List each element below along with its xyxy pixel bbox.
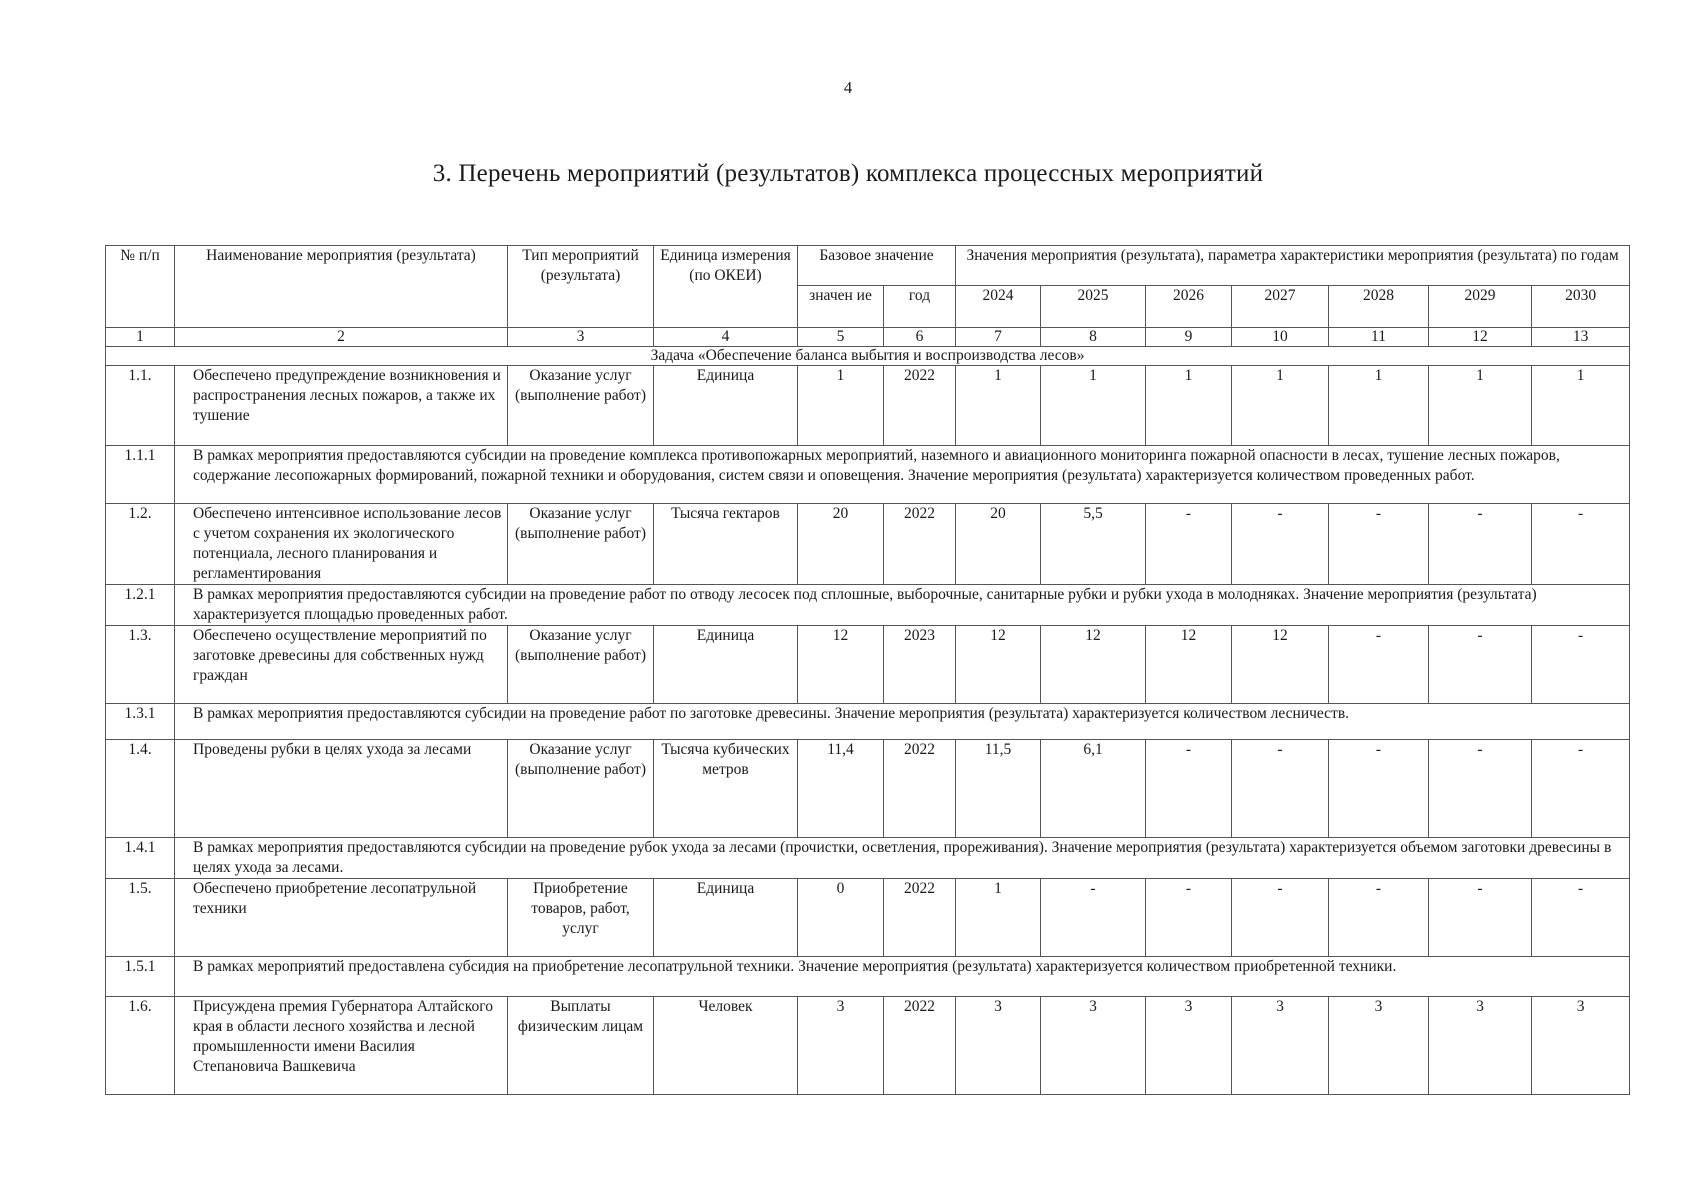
year-value: 1 (1329, 366, 1429, 446)
measure-num: 1.1. (106, 366, 175, 446)
header-year: 2030 (1532, 286, 1630, 328)
header-num: № п/п (106, 246, 175, 328)
year-value: - (1146, 740, 1232, 838)
description-text: В рамках мероприятия предоставляются субсидии на проведение комплекса противопожарных мероприятий, наземного и авиационного мониторинга пожарной опасности в лесах, тушение лесных пожаров, содержание лесопожарных формирований, пожарной техники и оборудования, систем связи и оповещения. Значение мероприятия (результата) характеризуется количеством проведенных работ. (175, 446, 1630, 504)
measure-name: Обеспечено предупреждение возникновения и распространения лесных пожаров, а также их тушение (175, 366, 508, 446)
column-number: 2 (175, 328, 508, 347)
year-value: 3 (956, 997, 1041, 1095)
measure-type: Оказание услуг (выполнение работ) (508, 366, 654, 446)
measure-type: Выплаты физическим лицам (508, 997, 654, 1095)
measure-name: Проведены рубки в целях ухода за лесами (175, 740, 508, 838)
measure-unit: Единица (654, 626, 798, 704)
year-value: 3 (1232, 997, 1329, 1095)
measure-type: Оказание услуг (выполнение работ) (508, 504, 654, 585)
year-value: 12 (1041, 626, 1146, 704)
year-value: - (1532, 504, 1630, 585)
measure-unit: Человек (654, 997, 798, 1095)
year-value: - (1232, 879, 1329, 957)
year-value: 1 (1041, 366, 1146, 446)
measure-num: 1.5. (106, 879, 175, 957)
page-title: 3. Перечень мероприятий (результатов) комплекса процессных мероприятий (432, 160, 1264, 187)
base-year: 2022 (884, 740, 956, 838)
page-number: 4 (843, 78, 853, 97)
measure-row (106, 740, 1630, 838)
column-number: 11 (1329, 328, 1429, 347)
year-value: - (1329, 879, 1429, 957)
description-row (106, 957, 1630, 997)
year-value: 3 (1329, 997, 1429, 1095)
base-value: 12 (798, 626, 884, 704)
year-value: - (1429, 504, 1532, 585)
header-base-year: год (884, 286, 956, 328)
header-type: Тип мероприятий (результата) (508, 246, 654, 328)
year-value: 6,1 (1041, 740, 1146, 838)
base-value: 0 (798, 879, 884, 957)
description-text: В рамках мероприятия предоставляются субсидии на проведение рубок ухода за лесами (прочистки, осветления, прореживания). Значение мероприятия (результата) характеризуется объемом заготовки древесины в целях ухода за лесами. (175, 838, 1630, 879)
column-number: 4 (654, 328, 798, 347)
column-number: 12 (1429, 328, 1532, 347)
base-value: 3 (798, 997, 884, 1095)
year-value: 3 (1429, 997, 1532, 1095)
measure-num: 1.3. (106, 626, 175, 704)
base-year: 2023 (884, 626, 956, 704)
column-number: 9 (1146, 328, 1232, 347)
measure-row (106, 626, 1630, 704)
year-value: - (1329, 626, 1429, 704)
measure-name: Обеспечено приобретение лесопатрульной техники (175, 879, 508, 957)
year-value: - (1146, 879, 1232, 957)
header-year: 2026 (1146, 286, 1232, 328)
year-value: - (1532, 626, 1630, 704)
measure-num: 1.4. (106, 740, 175, 838)
year-value: - (1532, 740, 1630, 838)
description-text: В рамках мероприятия предоставляются субсидии на проведение работ по заготовке древесины. Значение мероприятия (результата) характеризуется количеством лесничеств. (175, 704, 1630, 740)
base-year: 2022 (884, 504, 956, 585)
header-base-value: значен ие (798, 286, 884, 328)
column-number: 13 (1532, 328, 1630, 347)
column-number: 7 (956, 328, 1041, 347)
year-value: 12 (1232, 626, 1329, 704)
column-number: 10 (1232, 328, 1329, 347)
measure-type: Приобретение товаров, работ, услуг (508, 879, 654, 957)
year-value: - (1429, 879, 1532, 957)
description-text: В рамках мероприятий предоставлена субсидия на приобретение лесопатрульной техники. Значение мероприятия (результата) характеризуется количеством приобретенной техники. (175, 957, 1630, 997)
description-text: В рамках мероприятия предоставляются субсидии на проведение работ по отводу лесосек под сплошные, выборочные, санитарные рубки и рубки ухода в молодняках. Значение мероприятия (результата) характеризуется площадью проведенных работ. (175, 585, 1630, 626)
year-value: 1 (1532, 366, 1630, 446)
base-value: 20 (798, 504, 884, 585)
year-value: 1 (1429, 366, 1532, 446)
year-value: - (1429, 626, 1532, 704)
description-num: 1.5.1 (106, 957, 175, 997)
header-unit: Единица измерения (по ОКЕИ) (654, 246, 798, 328)
measure-row (106, 366, 1630, 446)
year-value: - (1329, 504, 1429, 585)
year-value: 3 (1532, 997, 1630, 1095)
measure-name: Присуждена премия Губернатора Алтайского края в области лесного хозяйства и лесной промышленности имени Василия Степановича Вашкевича (175, 997, 508, 1095)
task-heading: Задача «Обеспечение баланса выбытия и воспроизводства лесов» (106, 347, 1630, 366)
year-value: 12 (1146, 626, 1232, 704)
description-row (106, 704, 1630, 740)
description-row (106, 838, 1630, 879)
measure-type: Оказание услуг (выполнение работ) (508, 626, 654, 704)
description-num: 1.1.1 (106, 446, 175, 504)
measure-unit: Тысяча гектаров (654, 504, 798, 585)
measure-type: Оказание услуг (выполнение работ) (508, 740, 654, 838)
measure-unit: Тысяча кубических метров (654, 740, 798, 838)
base-value: 1 (798, 366, 884, 446)
header-name: Наименование мероприятия (результата) (175, 246, 508, 328)
year-value: 1 (1232, 366, 1329, 446)
measure-num: 1.6. (106, 997, 175, 1095)
year-value: - (1146, 504, 1232, 585)
base-year: 2022 (884, 366, 956, 446)
task-row (106, 347, 1630, 366)
description-num: 1.4.1 (106, 838, 175, 879)
measure-row (106, 879, 1630, 957)
description-num: 1.3.1 (106, 704, 175, 740)
column-number: 1 (106, 328, 175, 347)
measure-row (106, 504, 1630, 585)
column-number: 6 (884, 328, 956, 347)
year-value: 1 (956, 366, 1041, 446)
year-value: 1 (1146, 366, 1232, 446)
year-value: - (1041, 879, 1146, 957)
base-year: 2022 (884, 879, 956, 957)
column-number: 5 (798, 328, 884, 347)
measure-row (106, 997, 1630, 1095)
measure-name: Обеспечено осуществление мероприятий по заготовке древесины для собственных нужд граждан (175, 626, 508, 704)
year-value: - (1329, 740, 1429, 838)
measure-name: Обеспечено интенсивное использование лесов с учетом сохранения их экологического потенциала, лесного планирования и регламентирования (175, 504, 508, 585)
year-value: 1 (956, 879, 1041, 957)
description-num: 1.2.1 (106, 585, 175, 626)
year-value: - (1232, 504, 1329, 585)
description-row (106, 446, 1630, 504)
base-value: 11,4 (798, 740, 884, 838)
header-year: 2025 (1041, 286, 1146, 328)
year-value: 12 (956, 626, 1041, 704)
header-year: 2027 (1232, 286, 1329, 328)
measures-table (105, 245, 1630, 1095)
measure-num: 1.2. (106, 504, 175, 585)
year-value: 11,5 (956, 740, 1041, 838)
description-row (106, 585, 1630, 626)
year-value: - (1232, 740, 1329, 838)
year-value: 3 (1146, 997, 1232, 1095)
column-number: 8 (1041, 328, 1146, 347)
base-year: 2022 (884, 997, 956, 1095)
year-value: 5,5 (1041, 504, 1146, 585)
header-base: Базовое значение (798, 246, 956, 286)
measure-unit: Единица (654, 366, 798, 446)
header-year: 2028 (1329, 286, 1429, 328)
year-value: 3 (1041, 997, 1146, 1095)
column-number-row (106, 328, 1630, 347)
year-value: - (1429, 740, 1532, 838)
header-values-by-year: Значения мероприятия (результата), параметра характеристики мероприятия (результата) по годам (956, 246, 1630, 286)
measure-unit: Единица (654, 879, 798, 957)
year-value: 20 (956, 504, 1041, 585)
column-number: 3 (508, 328, 654, 347)
header-year: 2029 (1429, 286, 1532, 328)
year-value: - (1532, 879, 1630, 957)
header-year: 2024 (956, 286, 1041, 328)
